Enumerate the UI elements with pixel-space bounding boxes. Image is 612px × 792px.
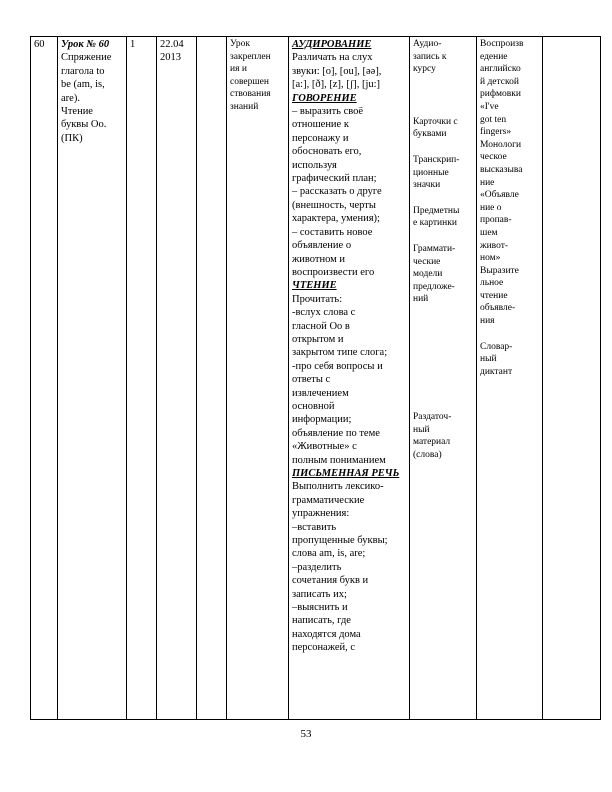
section-heading-writing: ПИСЬМЕННАЯ РЕЧЬ: [292, 468, 400, 479]
control-line: Словар-: [480, 341, 513, 352]
activities-cell: [289, 37, 410, 720]
resource-line: Граммати-: [413, 243, 456, 254]
resource-line: модели: [413, 269, 443, 280]
lesson-type-line: закреплен: [230, 51, 271, 62]
row-number-cell: [31, 37, 58, 720]
activity-line: (внешность, черты: [292, 199, 376, 211]
activity-line: отношение к: [292, 119, 349, 131]
activity-line: открытом и: [292, 333, 344, 345]
activity-line: пропущенные буквы;: [292, 535, 388, 547]
resource-line: буквами: [413, 129, 447, 140]
activity-line: записать их;: [292, 588, 347, 600]
control-line: ном»: [480, 253, 501, 264]
control-line: й детской: [480, 76, 519, 87]
date-day: 22.04: [160, 39, 184, 50]
table-row: [31, 37, 601, 720]
control-line: Выразите: [480, 265, 519, 276]
resource-line: ческие: [413, 256, 441, 267]
lesson-topic-line: Чтение: [61, 106, 93, 118]
control-line: Монологи: [480, 139, 522, 150]
lesson-type-line: ствования: [230, 89, 271, 100]
control-line: чтение: [480, 290, 508, 301]
activity-line: животном и: [292, 253, 346, 265]
hours-cell: [127, 37, 157, 720]
lesson-topic-line: Спряжение: [61, 52, 112, 64]
resource-line: Карточки с: [413, 116, 458, 127]
control-line: ние о: [480, 202, 502, 213]
resource-line: ний: [413, 294, 429, 305]
date-cell: [157, 37, 197, 720]
control-line: объявле-: [480, 303, 516, 314]
activity-line: [a:], [ð], [z], [ʃ], [ju:]: [292, 79, 381, 91]
section-heading-reading: ЧТЕНИЕ: [292, 280, 337, 292]
lesson-topic-cell: [58, 37, 127, 720]
activity-line: –разделить: [292, 561, 342, 573]
lesson-type-cell: [227, 37, 289, 720]
activity-line: гласной Oo в: [292, 320, 350, 332]
control-line: Воспроизв: [480, 39, 524, 49]
activity-line: объявление о: [292, 240, 352, 252]
activity-line: слова am, is, are;: [292, 548, 366, 560]
resource-line: ционные: [413, 167, 449, 178]
control-line: диктант: [480, 366, 513, 377]
activity-line: воспроизвести его: [292, 266, 375, 278]
lesson-topic-line: буквы Oo.: [61, 119, 107, 131]
control-line: got ten: [480, 114, 507, 125]
resource-line: Раздаточ-: [413, 411, 452, 422]
resource-line: (слова): [413, 449, 442, 460]
activity-line: графический план;: [292, 173, 377, 185]
section-heading-listening: АУДИРОВАНИЕ: [292, 39, 372, 50]
lesson-topic-line: (ПК): [61, 132, 83, 144]
control-line: «I've: [480, 101, 499, 112]
activity-line: используя: [292, 159, 337, 171]
control-line: fingers»: [480, 127, 512, 138]
lesson-topic-line: глагола to: [61, 65, 105, 77]
activity-line: – выразить своё: [292, 106, 364, 118]
lesson-type-line: знаний: [230, 101, 259, 112]
activity-line: характера, умения);: [292, 213, 380, 225]
activity-line: персонажей, с: [292, 642, 356, 654]
resource-line: запись к: [413, 51, 447, 62]
resource-line: предложе-: [413, 281, 455, 292]
resource-line: е картинки: [413, 218, 457, 229]
control-line: ный: [480, 354, 497, 365]
activity-line: обосновать его,: [292, 146, 362, 158]
control-line: ческое: [480, 152, 507, 163]
lesson-title: Урок № 60: [61, 39, 110, 50]
empty-cell: [543, 37, 601, 720]
control-line: «Объявле: [480, 190, 519, 201]
activity-line: – рассказать о друге: [292, 186, 382, 198]
control-line: рифмовки: [480, 89, 521, 100]
resources-cell: [410, 37, 477, 720]
activity-line: -вслух слова с: [292, 307, 356, 319]
lesson-topic-line: be (am, is,: [61, 79, 105, 91]
activity-line: полным пониманием: [292, 454, 386, 466]
resource-line: ный: [413, 424, 430, 435]
activity-line: написать, где: [292, 615, 351, 627]
empty-cell: [197, 37, 227, 720]
activity-line: –вставить: [292, 521, 337, 533]
control-line: ние: [480, 177, 495, 188]
activity-line: извлечением: [292, 387, 349, 399]
activity-line: персонажу и: [292, 132, 349, 144]
resource-line: Предметны: [413, 205, 460, 216]
activity-line: основной: [292, 400, 335, 412]
activity-line: –выяснить и: [292, 602, 348, 614]
activity-line: объявление по теме: [292, 427, 380, 439]
resource-line: курсу: [413, 64, 436, 75]
activity-line: Прочитать:: [292, 293, 343, 305]
control-line: живот-: [480, 240, 509, 251]
control-cell: [477, 37, 543, 720]
activity-line: звуки: [o], [ou], [əə],: [292, 65, 382, 77]
control-line: едение: [480, 51, 508, 62]
resource-line: Аудио-: [413, 39, 442, 49]
activity-line: -про себя вопросы и: [292, 360, 383, 372]
activity-line: Различать на слух: [292, 52, 373, 64]
activity-line: Выполнить лексико-: [292, 481, 384, 493]
activity-line: упражнения:: [292, 508, 350, 520]
control-line: высказыва: [480, 164, 523, 175]
resource-line: Транскрип-: [413, 154, 460, 165]
activity-line: «Животные» с: [292, 441, 357, 453]
date-year: 2013: [160, 52, 181, 64]
control-line: льное: [480, 278, 504, 289]
control-line: пропав-: [480, 215, 512, 226]
lesson-type-line: совершен: [230, 76, 269, 87]
activity-line: сочетания букв и: [292, 575, 369, 587]
activity-line: закрытом типе слога;: [292, 347, 388, 359]
row-number: 60: [34, 39, 45, 50]
lesson-plan-table: [30, 36, 601, 720]
resource-line: материал: [413, 437, 451, 448]
activity-line: находятся дома: [292, 628, 361, 640]
section-heading-speaking: ГОВОРЕНИЕ: [292, 92, 357, 104]
lesson-type-line: ия и: [230, 64, 247, 75]
control-line: шем: [480, 227, 498, 238]
control-line: ния: [480, 316, 495, 327]
activity-line: – составить новое: [292, 226, 373, 238]
lesson-type-line: Урок: [230, 39, 251, 49]
hours-value: 1: [130, 39, 136, 50]
activity-line: грамматические: [292, 494, 365, 506]
resource-line: значки: [413, 180, 441, 191]
lesson-topic-line: are).: [61, 92, 80, 104]
activity-line: информации;: [292, 414, 352, 426]
activity-line: ответы с: [292, 374, 331, 386]
page-number: 53: [300, 728, 312, 740]
control-line: английско: [480, 64, 521, 75]
